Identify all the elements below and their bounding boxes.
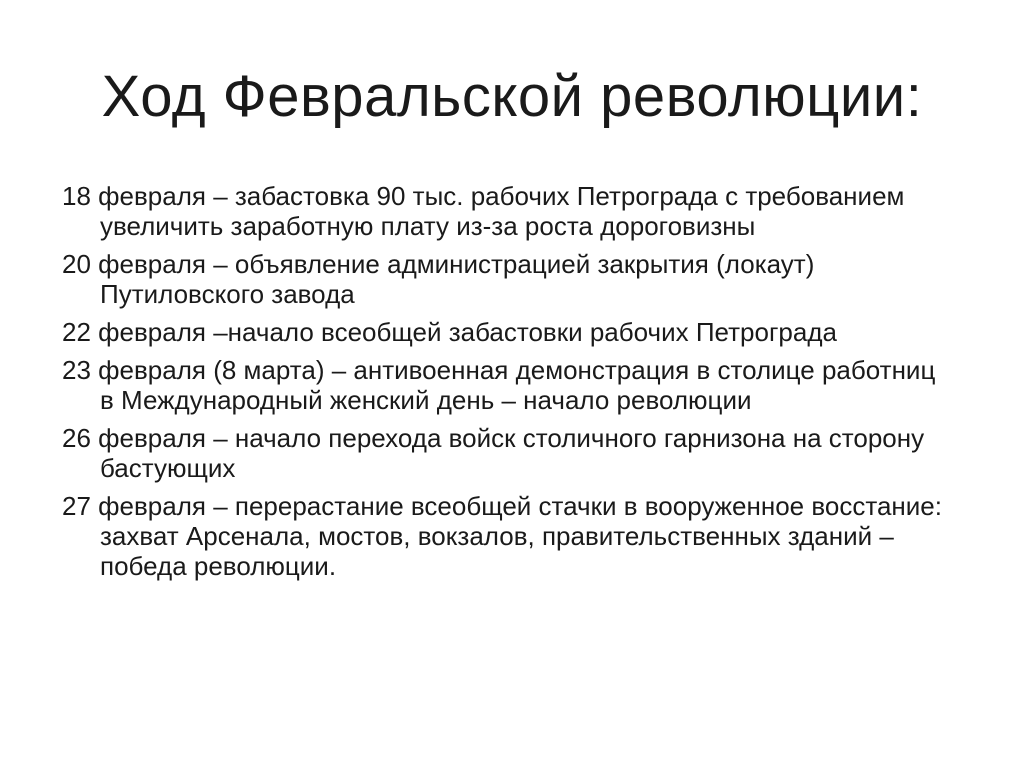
slide-title: Ход Февральской революции: — [101, 64, 923, 129]
event-item-feb-18: 18 февраля – забастовка 90 тыс. рабочих Петрограда с требованием увеличить заработную плату из-за роста дороговизны — [62, 181, 905, 241]
event-item-feb-23: 23 февраля (8 марта) – антивоенная демонстрация в столице работниц в Международный женский день – начало революции — [62, 355, 936, 415]
event-item-feb-22: 22 февраля –начало всеобщей забастовки рабочих Петрограда — [62, 317, 837, 347]
event-item-feb-27: 27 февраля – перерастание всеобщей стачки в вооруженное восстание: захват Арсенала, мостов, вокзалов, правительственных зданий – победа революции. — [62, 491, 942, 581]
event-item-feb-26: 26 февраля – начало перехода войск столичного гарнизона на сторону бастующих — [62, 423, 925, 483]
event-item-feb-20: 20 февраля – объявление администрацией закрытия (локаут) Путиловского завода — [62, 249, 815, 309]
event-list — [62, 181, 942, 589]
